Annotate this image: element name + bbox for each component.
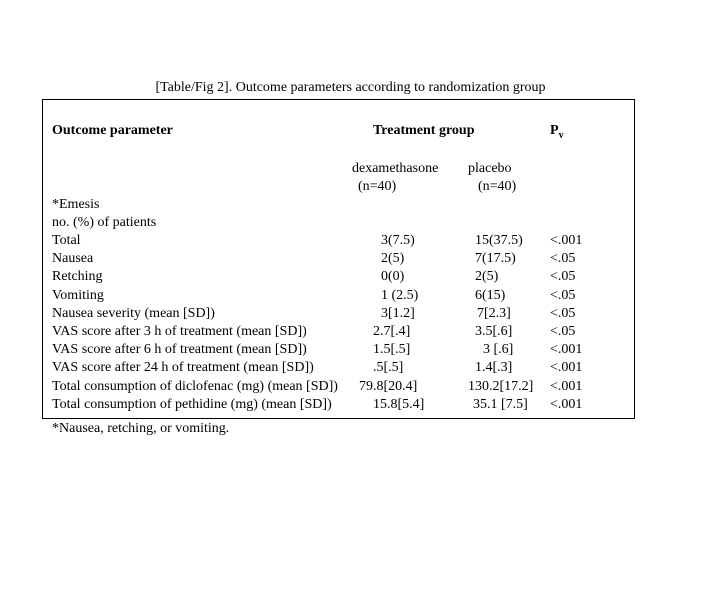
row-dexamethasone-value: 1.5[.5] <box>373 342 411 357</box>
p-label: P <box>550 123 559 138</box>
row-p-value: <.001 <box>550 360 583 375</box>
row-placebo-value: 2(5) <box>475 269 499 284</box>
row-label: Nausea severity (mean [SD]) <box>52 306 215 321</box>
header-treatment-group: Treatment group <box>373 123 475 138</box>
header-placebo: placebo <box>468 161 512 176</box>
row-placebo-value: 3 [.6] <box>483 342 514 357</box>
row-label: Nausea <box>52 251 94 266</box>
row-placebo-value: 6(15) <box>475 288 506 303</box>
row-placebo-value: 7[2.3] <box>477 306 511 321</box>
row-label: Retching <box>52 269 103 284</box>
outcome-table <box>42 99 635 419</box>
row-placebo-value: 35.1 [7.5] <box>473 397 528 412</box>
row-label: Total <box>52 233 81 248</box>
row-dexamethasone-value: 3[1.2] <box>381 306 415 321</box>
row-p-value: <.05 <box>550 324 576 339</box>
p-subscript: v <box>558 129 564 141</box>
row-dexamethasone-value: 2(5) <box>381 251 405 266</box>
row-p-value: <.05 <box>550 269 576 284</box>
row-placebo-value: 7(17.5) <box>475 251 516 266</box>
row-p-value: <.001 <box>550 342 583 357</box>
header-placebo-n: (n=40) <box>478 179 517 194</box>
row-placebo-value: 3.5[.6] <box>475 324 513 339</box>
row-dexamethasone-value: 79.8[20.4] <box>359 379 418 394</box>
row-dexamethasone-value: 15.8[5.4] <box>373 397 425 412</box>
row-label: Vomiting <box>52 288 104 303</box>
row-dexamethasone-value: 2.7[.4] <box>373 324 411 339</box>
section-emesis: *Emesis <box>52 197 100 212</box>
row-dexamethasone-value: 0(0) <box>381 269 405 284</box>
table-caption: [Table/Fig 2]. Outcome parameters according to randomization group <box>155 80 546 95</box>
row-label: Total consumption of diclofenac (mg) (mean [SD]) <box>52 379 338 394</box>
row-label: VAS score after 3 h of treatment (mean [SD]) <box>52 324 307 339</box>
header-dexamethasone: dexamethasone <box>352 161 439 176</box>
row-placebo-value: 130.2[17.2] <box>468 379 534 394</box>
row-label: VAS score after 24 h of treatment (mean [SD]) <box>52 360 314 375</box>
row-label: VAS score after 6 h of treatment (mean [SD]) <box>52 342 307 357</box>
row-p-value: <.001 <box>550 233 583 248</box>
row-p-value: <.05 <box>550 288 576 303</box>
section-patients: no. (%) of patients <box>52 215 157 230</box>
footnote: *Nausea, retching, or vomiting. <box>52 421 230 436</box>
row-p-value: <.05 <box>550 306 576 321</box>
row-p-value: <.05 <box>550 251 576 266</box>
row-placebo-value: 1.4[.3] <box>475 360 513 375</box>
row-dexamethasone-value: 3(7.5) <box>381 233 415 248</box>
row-placebo-value: 15(37.5) <box>475 233 523 248</box>
row-p-value: <.001 <box>550 379 583 394</box>
header-p-value <box>550 122 564 145</box>
row-dexamethasone-value: .5[.5] <box>373 360 404 375</box>
header-dexamethasone-n: (n=40) <box>358 179 397 194</box>
row-label: Total consumption of pethidine (mg) (mean [SD]) <box>52 397 332 412</box>
header-outcome-parameter: Outcome parameter <box>52 123 173 138</box>
row-p-value: <.001 <box>550 397 583 412</box>
row-dexamethasone-value: 1 (2.5) <box>381 288 419 303</box>
